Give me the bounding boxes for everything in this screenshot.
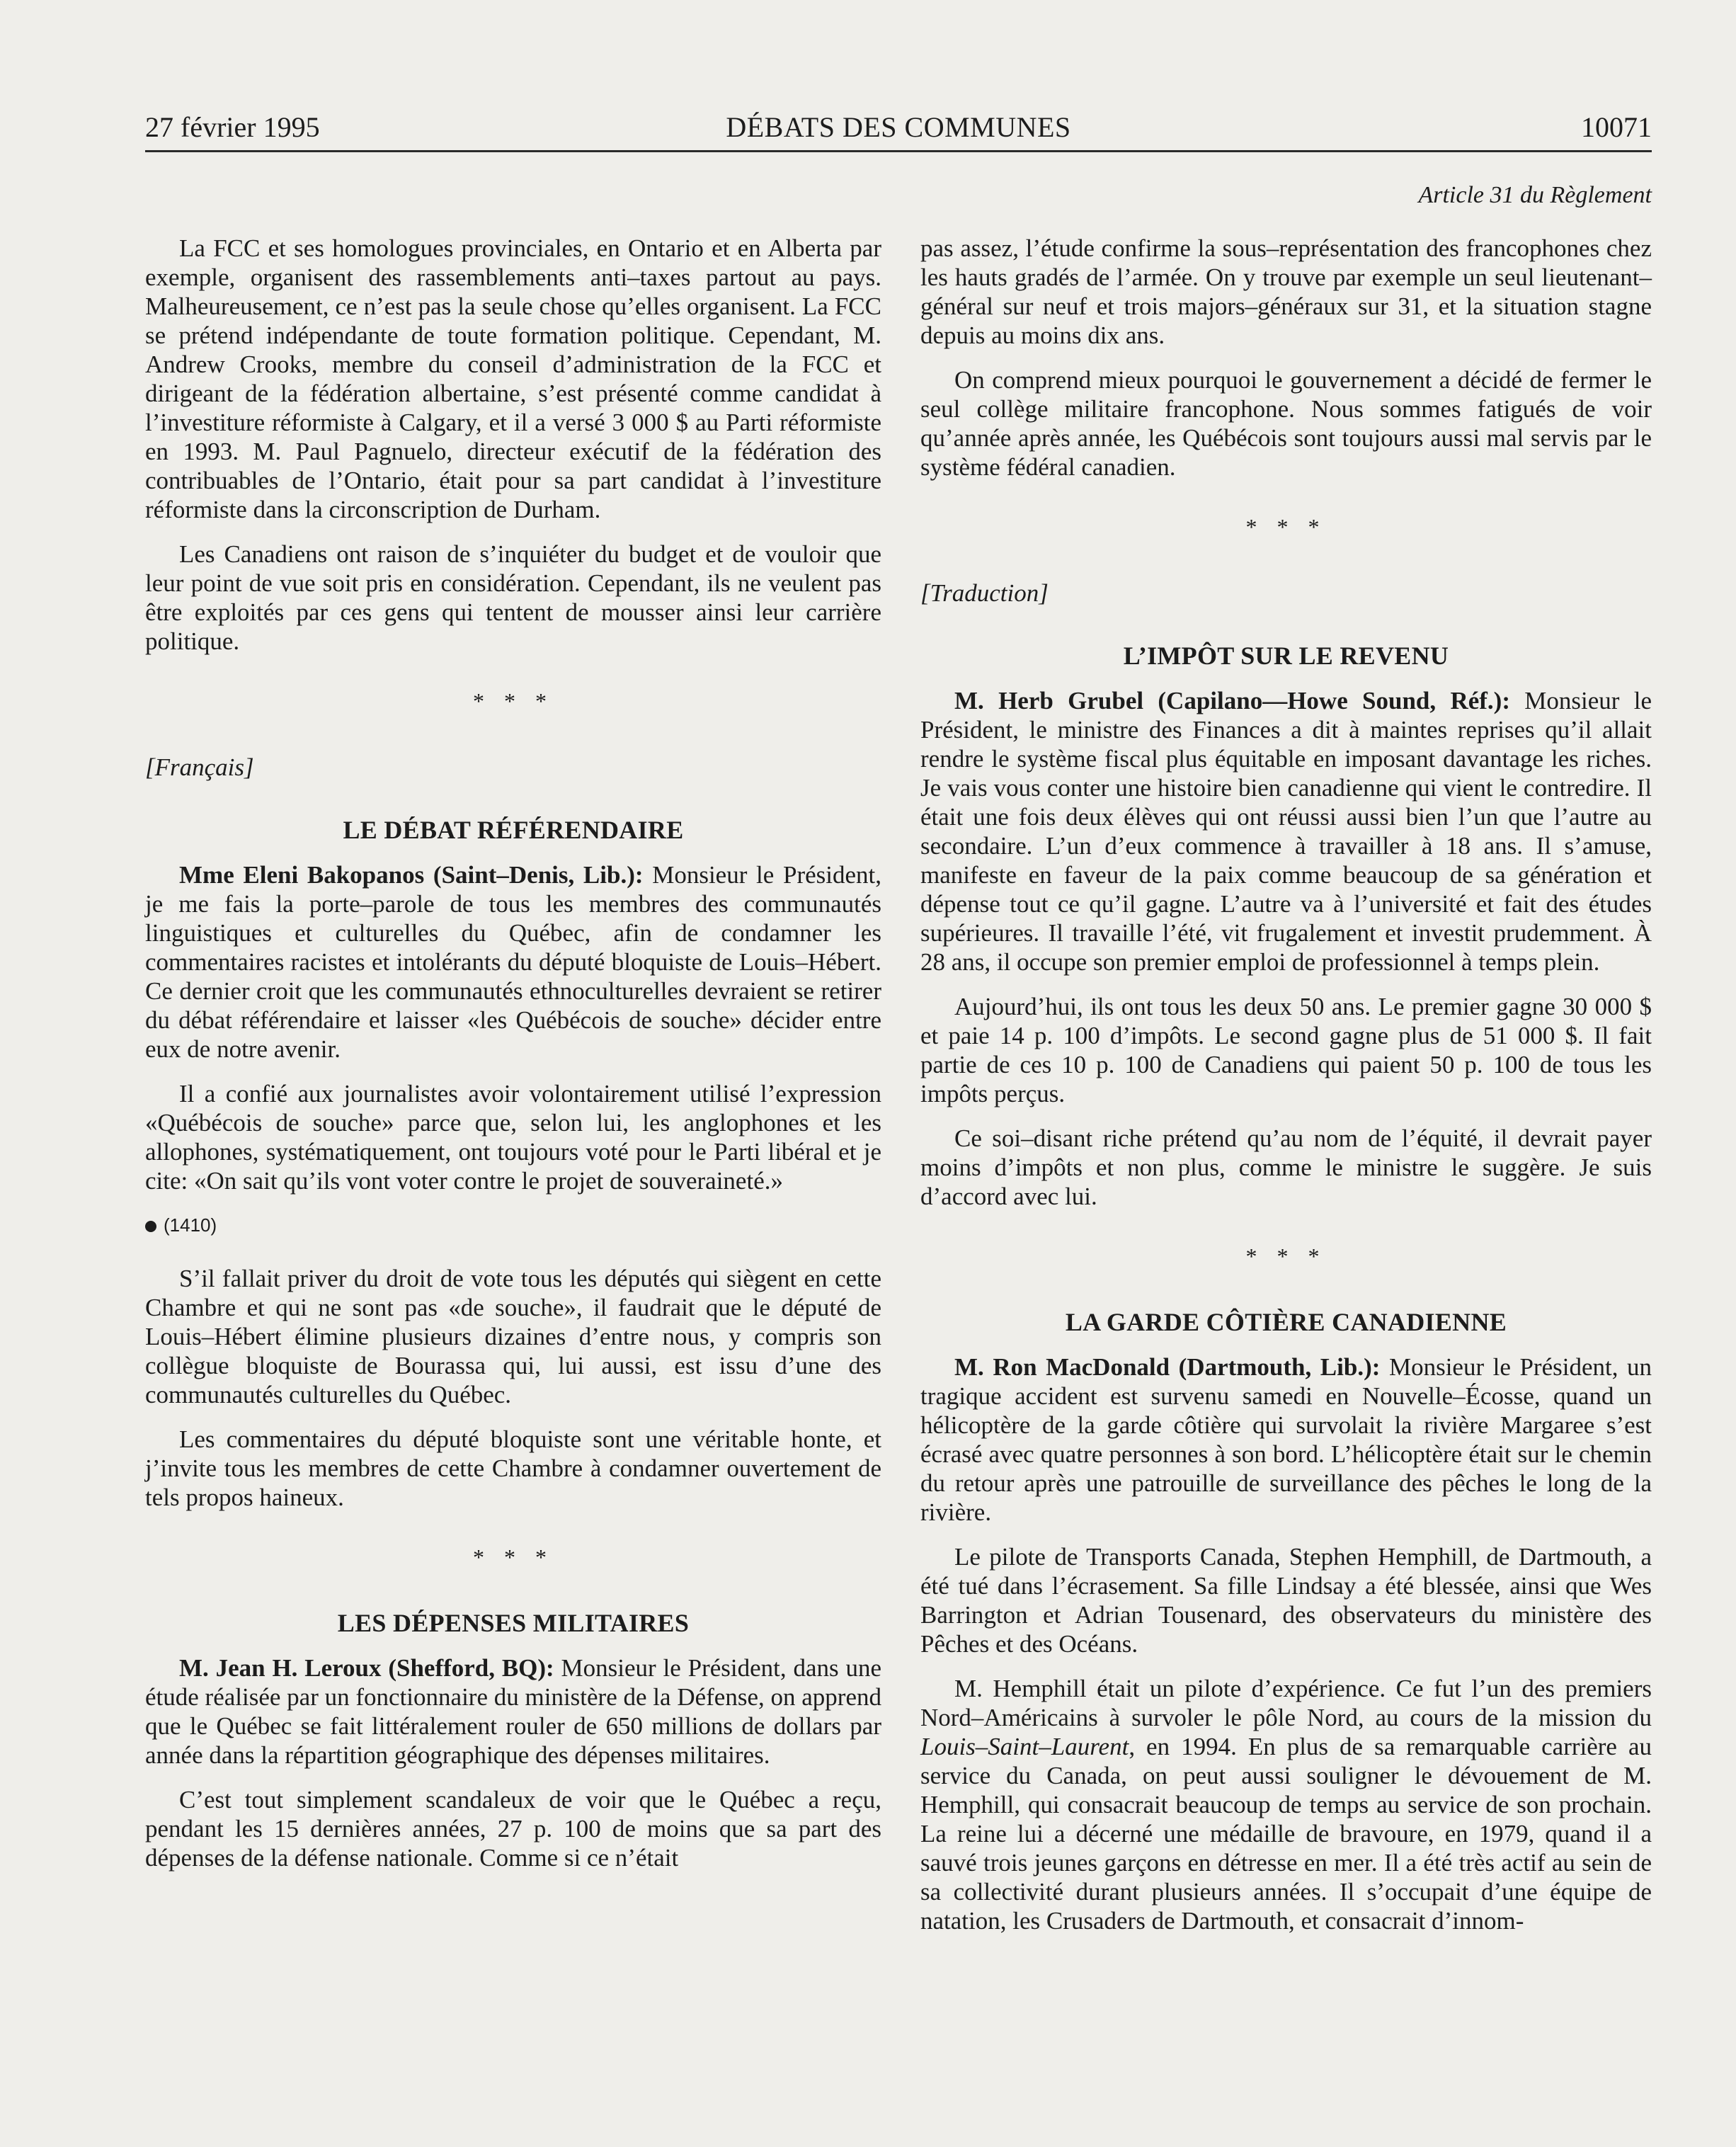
speech-text: Monsieur le Président, le ministre des Finances a dit à maintes reprises qu’il allait rendre le système fiscal plus équitable en imposant davantage les riches. Je vais vous conter une histoire bien canadienne qui vient le contredire. Il était une fois deux élèves qui ont réussi aussi bien l’un que l’autre au secondaire. L’un d’eux commence à travailler à 18 ans. Il s’amuse, manifeste en faveur de la paix comme beaucoup de sa génération et dépense tout ce qu’il gagne. L’autre va à l’université et fait des études supérieures. Il travaille l’été, vit frugalement et investit prudemment. À 28 ans, il occupe son premier emploi de professionnel à temps plein. xyxy=(920,687,1652,976)
section-heading: L’IMPÔT SUR LE REVENU xyxy=(1123,642,1449,670)
running-title: Article 31 du Règlement xyxy=(1418,182,1652,208)
speech-text: Monsieur le Président, je me fais la porte–parole de tous les membres des communautés linguistiques et culturelles du Québec, afin de condamner les commentaires racistes et intolérants du député bloquiste de Louis–Hébert. Ce dernier croit que les communautés ethnoculturelles devraient se retirer du débat référendaire et laisser «les Québécois de souche» décider entre eux de notre avenir. xyxy=(145,861,881,1063)
paragraph: S’il fallait priver du droit de vote tous les députés qui siègent en cette Chambre et qui ne sont pas «de souche», il faudrait que le député de Louis–Hébert élimine plusieurs dizaines d’entre nous, y compris son collègue bloquiste de Bourassa qui, lui aussi, est issu d’une des communautés culturelles du Québec. xyxy=(145,1265,881,1408)
speaker-name: M. Herb Grubel (Capilano—Howe Sound, Réf.): xyxy=(954,687,1510,714)
paragraph: Aujourd’hui, ils ont tous les deux 50 ans. Le premier gagne 30 000 $ et paie 14 p. 100 d’impôts. Le second gagne plus de 51 000 $. Il fait partie de ces 10 p. 100 de Canadiens qui paient 50 p. 100 de tous les impôts perçus. xyxy=(920,993,1652,1107)
paragraph-text: M. Hemphill était un pilote d’expérience. Ce fut l’un des premiers Nord–Américains à survoler le pôle Nord, au cours de la mission du xyxy=(920,1675,1652,1731)
section-separator: * * * xyxy=(1245,514,1327,540)
paragraph-text: , en 1994. En plus de sa remarquable carrière au service du Canada, on peut aussi souligner le dévouement de M. Hemphill, qui consacrait beaucoup de temps au service de son prochain. La reine lui a décerné une médaille de bravoure, en 1979, quand il a sauvé trois jeunes garçons en détresse en mer. Il a été très actif au sein de sa collectivité durant plusieurs années. Il s’occupait d’une équipe de natation, les Crusaders de Dartmouth, et consacrait d’innom- xyxy=(920,1733,1652,1935)
section-heading: LE DÉBAT RÉFÉRENDAIRE xyxy=(343,816,684,844)
paragraph: On comprend mieux pourquoi le gouvernement a décidé de fermer le seul collège militaire francophone. Nous sommes fatigués de voir qu’année après année, les Québécois sont toujours aussi mal servis par le système fédéral canadien. xyxy=(920,366,1652,481)
section-separator: * * * xyxy=(1245,1243,1327,1269)
paragraph: Le pilote de Transports Canada, Stephen Hemphill, de Dartmouth, a été tué dans l’écrasement. Sa fille Lindsay a été blessée, ainsi que Wes Barrington et Adrian Tousenard, des observateurs du ministère des Pêches et des Océans. xyxy=(920,1543,1652,1658)
time-marker xyxy=(145,1211,881,1240)
speaker-name: Mme Eleni Bakopanos (Saint–Denis, Lib.): xyxy=(179,861,644,889)
paragraph: Les Canadiens ont raison de s’inquiéter du budget et de vouloir que leur point de vue soit pris en considération. Cependant, ils ne veulent pas être exploités par ces gens qui tentent de mousser ainsi leur carrière politique. xyxy=(145,540,881,655)
speaker-name: M. Ron MacDonald (Dartmouth, Lib.): xyxy=(954,1353,1381,1381)
language-tag: [Français] xyxy=(145,753,254,781)
speech-paragraph xyxy=(920,1352,1652,1527)
speech-text: Monsieur le Président, un tragique accident est survenu samedi en Nouvelle–Écosse, quand un hélicoptère de la garde côtière qui survolait la rivière Margaree s’est écrasé avec quatre personnes à son bord. L’hélicoptère était sur le chemin du retour après une patrouille de surveillance des pêches le long de la rivière. xyxy=(920,1353,1652,1526)
paragraph: Il a confié aux journalistes avoir volontairement utilisé l’expression «Québécois de souche» parce que, selon lui, les anglophones et les allophones, systématiquement, ont toujours voté pour le Parti libéral et je cite: «On sait qu’ils vont voter contre le projet de souveraineté.» xyxy=(145,1080,881,1195)
left-column xyxy=(145,234,881,1888)
header-date: 27 février 1995 xyxy=(145,111,320,143)
speech-paragraph xyxy=(145,1653,881,1770)
right-column xyxy=(920,234,1652,1951)
section-separator: * * * xyxy=(473,1544,554,1570)
speech-paragraph xyxy=(920,686,1652,976)
speech-paragraph xyxy=(145,860,881,1064)
paragraph: C’est tout simplement scandaleux de voir que le Québec a reçu, pendant les 15 dernières années, 27 p. 100 de moins que sa part des dépenses de la défense nationale. Comme si ce n’était xyxy=(145,1786,881,1872)
bullet-icon xyxy=(145,1221,156,1232)
section-heading: LA GARDE CÔTIÈRE CANADIENNE xyxy=(1065,1308,1507,1336)
paragraph: pas assez, l’étude confirme la sous–représentation des francophones chez les hauts gradés de l’armée. On y trouve par exemple un seul lieutenant–général sur neuf et trois majors–généraux sur 31, et la situation stagne depuis au moins dix ans. xyxy=(920,234,1652,349)
paragraph: La FCC et ses homologues provinciales, en Ontario et en Alberta par exemple, organisent des rassemblements anti–taxes partout au pays. Malheureusement, ce n’est pas la seule chose qu’elles organisent. La FCC se prétend indépendante de toute formation politique. Cependant, M. Andrew Crooks, membre du conseil d’administration de la FCC et dirigeant de la fédération albertaine, s’est présenté comme candidat à l’investiture réformiste à Calgary, et il a versé 3 000 $ au Parti réformiste en 1993. M. Paul Pagnuelo, directeur exécutif de la fédération des contribuables de l’Ontario, était pour sa part candidat à l’investiture réformiste dans la circonscription de Durham. xyxy=(145,234,881,523)
page-header xyxy=(145,106,1652,149)
paragraph xyxy=(920,1674,1652,1935)
header-page-number: 10071 xyxy=(1581,111,1652,143)
speech-text: Monsieur le Président, dans une étude réalisée par un fonctionnaire du ministère de la Défense, on apprend que le Québec se fait littéralement rouler de 650 millions de dollars par année dans la répartition géographique des dépenses militaires. xyxy=(145,1654,881,1769)
paragraph: Ce soi–disant riche prétend qu’au nom de l’équité, il devrait payer moins d’impôts et non plus, comme le ministre le suggère. Je suis d’accord avec lui. xyxy=(920,1124,1652,1210)
header-title: DÉBATS DES COMMUNES xyxy=(726,111,1071,143)
paragraph: Les commentaires du député bloquiste sont une véritable honte, et j’invite tous les membres de cette Chambre à condamner ouvertement de tels propos haineux. xyxy=(145,1425,881,1511)
language-tag: [Traduction] xyxy=(920,579,1049,607)
header-rule xyxy=(145,150,1652,152)
speaker-name: M. Jean H. Leroux (Shefford, BQ): xyxy=(179,1654,554,1682)
section-separator: * * * xyxy=(473,688,554,714)
ship-name: Louis–Saint–Laurent xyxy=(920,1733,1129,1760)
section-heading: LES DÉPENSES MILITAIRES xyxy=(337,1609,690,1637)
time-marker-text: (1410) xyxy=(164,1214,217,1236)
